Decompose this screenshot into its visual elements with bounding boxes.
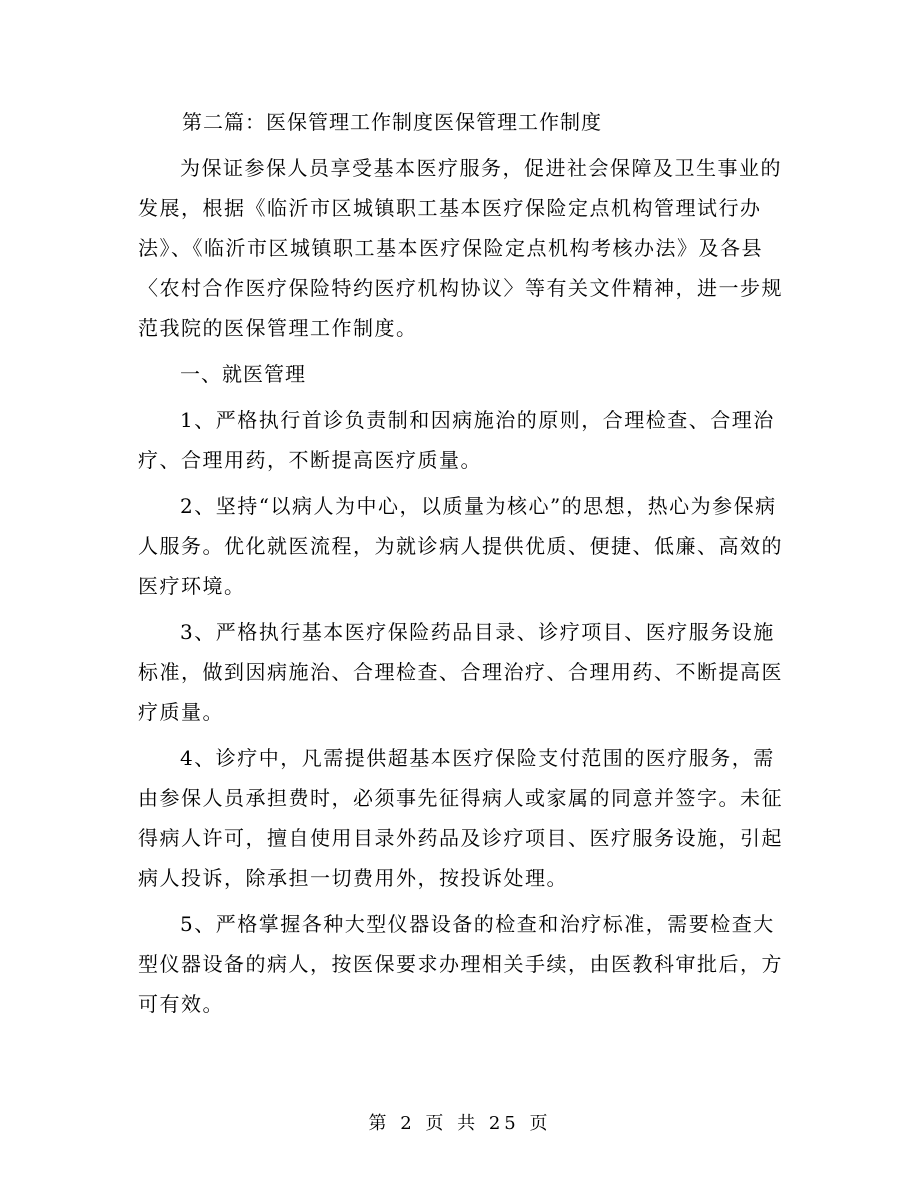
- list-item: 5、严格掌握各种大型仪器设备的检查和治疗标准，需要检查大型仪器设备的病人，按医保要求办理相关手续，由医教科审批后，方可有效。: [138, 912, 783, 1016]
- document-title: 第二篇：医保管理工作制度医保管理工作制度: [182, 110, 602, 134]
- section-heading: 一、就医管理: [180, 362, 306, 386]
- list-item: 2、坚持“以病人为中心，以质量为核心”的思想，热心为参保病人服务。优化就医流程，为就诊病人提供优质、便捷、低廉、高效的医疗环境。: [138, 494, 783, 598]
- intro-paragraph: 为保证参保人员享受基本医疗服务，促进社会保障及卫生事业的发展，根据《临沂市区城镇职工基本医疗保险定点机构管理试行办法》、《临沂市区城镇职工基本医疗保险定点机构考核办法》及各县〈农村合作医疗保险特约医疗机构协议〉等有关文件精神，进一步规范我院的医保管理工作制度。: [138, 156, 783, 340]
- list-item: 3、严格执行基本医疗保险药品目录、诊疗项目、医疗服务设施标准，做到因病施治、合理检查、合理治疗、合理用药、不断提高医疗质量。: [138, 620, 783, 724]
- page-number-footer: 第 2 页 共 25 页: [368, 1113, 552, 1134]
- list-item: 4、诊疗中，凡需提供超基本医疗保险支付范围的医疗服务，需由参保人员承担费时，必须事先征得病人或家属的同意并签字。未征得病人许可，擅自使用目录外药品及诊疗项目、医疗服务设施，引起病人投诉，除承担一切费用外，按投诉处理。: [138, 746, 783, 890]
- list-item: 1、严格执行首诊负责制和因病施治的原则，合理检查、合理治疗、合理用药，不断提高医疗质量。: [138, 408, 775, 472]
- document-body: [138, 100, 788, 1030]
